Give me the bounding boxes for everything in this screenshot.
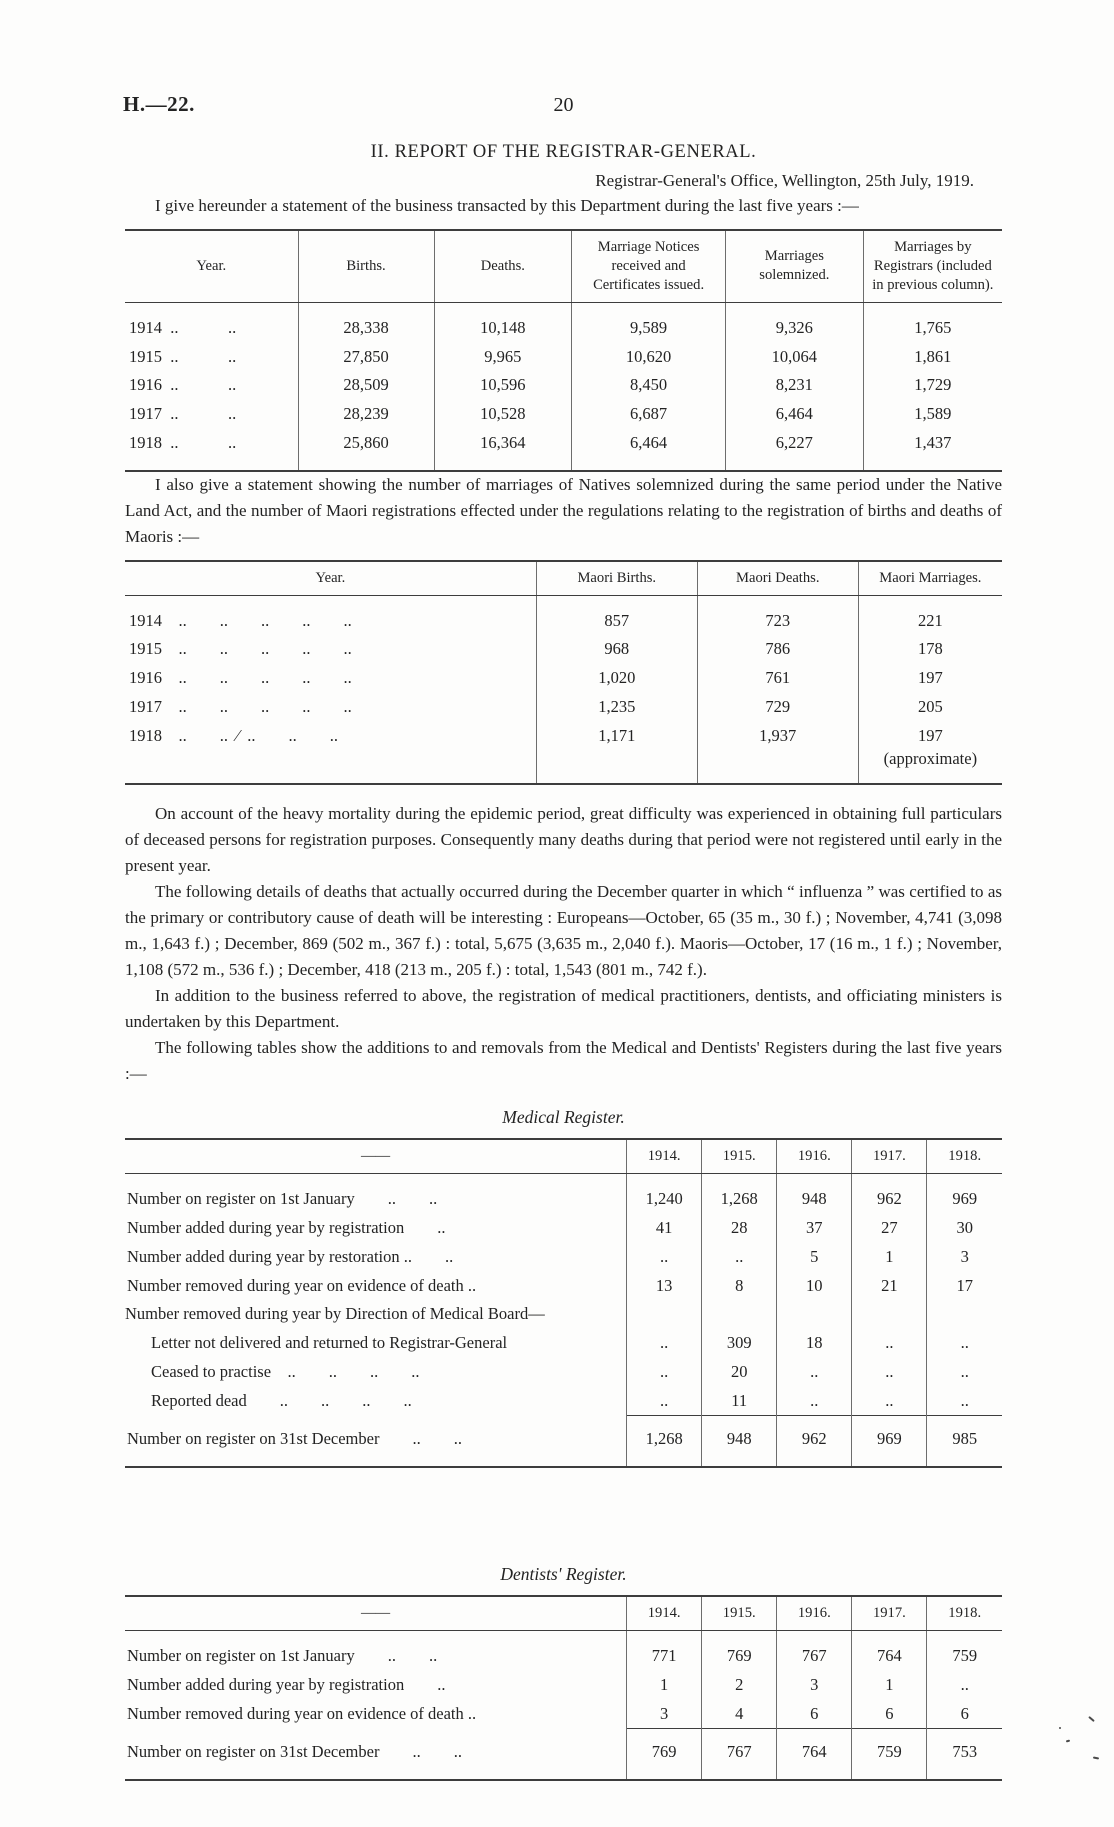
table-cell: 6,227 — [726, 429, 864, 471]
table-cell: 16,364 — [434, 429, 572, 471]
table-cell: 1916 .. .. — [129, 375, 237, 395]
table-cell: 21 — [852, 1272, 927, 1301]
table-cell: 10,064 — [726, 343, 864, 372]
table-cell: 37 — [777, 1214, 852, 1243]
ink-speck — [1088, 1716, 1095, 1722]
table-cell: 10,528 — [434, 400, 572, 429]
page-number: 20 — [553, 94, 574, 116]
maori-intro-paragraph: I also give a statement showing the number of marriages of Natives solemnized during the same period under the Native Land Act, and the number of Maori registrations effected under the regulations relating to the registration of births and deaths of Maoris :— — [125, 474, 1002, 546]
dentists-register-table — [125, 1595, 1002, 1781]
table-cell: Number added during year by registration .. — [127, 1674, 446, 1694]
column-header: 1915. — [702, 1139, 777, 1173]
table-cell: 1915 .. .. .. .. .. — [129, 639, 352, 659]
table-cell: 10 — [777, 1272, 852, 1301]
table-cell: 753 — [927, 1729, 1002, 1780]
table-cell: 41 — [627, 1214, 702, 1243]
table-row — [125, 343, 1002, 372]
table-row — [125, 302, 1002, 342]
table-row — [125, 1387, 1002, 1416]
table-cell: 197 — [858, 664, 1002, 693]
table-cell: Number on register on 31st December .. .. — [127, 1428, 462, 1448]
table-cell: .. — [927, 1358, 1002, 1387]
table-cell: 764 — [852, 1631, 927, 1671]
column-header: Maori Marriages. — [858, 561, 1002, 595]
table-cell: 9,965 — [434, 343, 572, 372]
table-cell: 6 — [852, 1700, 927, 1729]
table-cell: .. — [927, 1329, 1002, 1358]
table-cell: 1918 .. .. ⁄ .. .. .. — [129, 725, 339, 745]
table-cell — [627, 1300, 702, 1329]
table-cell: 17 — [927, 1272, 1002, 1301]
table-cell: 1,437 — [863, 429, 1002, 471]
dateline: Registrar-General's Office, Wellington, 25th July, 1919. — [595, 171, 974, 190]
column-header: 1916. — [777, 1596, 852, 1630]
ink-speck — [1093, 1756, 1099, 1759]
table-cell: 948 — [702, 1416, 777, 1467]
table-cell: 857 — [536, 595, 697, 635]
table-cell: 759 — [852, 1729, 927, 1780]
table-cell: Number removed during year on evidence of death .. — [127, 1275, 477, 1295]
table-cell: 6 — [777, 1700, 852, 1729]
table-cell: 27,850 — [298, 343, 434, 372]
table-cell: 8 — [702, 1272, 777, 1301]
table-cell: 221 — [858, 595, 1002, 635]
table-cell: 759 — [927, 1631, 1002, 1671]
table-cell: .. — [627, 1358, 702, 1387]
table-cell: 8,231 — [726, 371, 864, 400]
table-cell: .. — [627, 1329, 702, 1358]
column-header: Marriages by Registrars (included in previous column). — [863, 230, 1002, 302]
table-cell: 9,326 — [726, 302, 864, 342]
table-cell: 962 — [777, 1416, 852, 1467]
table-cell: 723 — [697, 595, 858, 635]
table-cell: 13 — [627, 1272, 702, 1301]
table-cell: (approximate) — [858, 750, 1002, 784]
medical-register-table — [125, 1138, 1002, 1468]
table-cell: 1,171 — [536, 722, 697, 751]
table-cell: 1,729 — [863, 371, 1002, 400]
table-cell: 1,240 — [627, 1174, 702, 1214]
table-cell: 6,464 — [572, 429, 726, 471]
table-cell: .. — [852, 1387, 927, 1416]
page-header — [125, 92, 1002, 122]
table-row — [125, 1329, 1002, 1358]
table-cell: .. — [777, 1358, 852, 1387]
table-cell: 8,450 — [572, 371, 726, 400]
table-cell: .. — [927, 1387, 1002, 1416]
table-cell: 4 — [702, 1700, 777, 1729]
column-header: Maori Births. — [536, 561, 697, 595]
column-header: 1917. — [852, 1139, 927, 1173]
table-cell: Ceased to practise .. .. .. .. — [151, 1361, 420, 1381]
table-row — [125, 693, 1002, 722]
table-cell: Number added during year by registration .. — [127, 1218, 446, 1238]
table-cell: Number removed during year on evidence of death .. — [127, 1703, 477, 1723]
table-cell: 6 — [927, 1700, 1002, 1729]
table-cell: 1917 .. .. .. .. .. — [129, 696, 352, 716]
table-cell: 28,239 — [298, 400, 434, 429]
table-row — [125, 750, 1002, 784]
table-cell: 769 — [627, 1729, 702, 1780]
table-row — [125, 1416, 1002, 1467]
table-cell: 969 — [852, 1416, 927, 1467]
table-cell: 3 — [627, 1700, 702, 1729]
table-cell: 1,268 — [702, 1174, 777, 1214]
table-cell: 25,860 — [298, 429, 434, 471]
table-row — [125, 1631, 1002, 1671]
table-cell: 28,509 — [298, 371, 434, 400]
table-row — [125, 371, 1002, 400]
table-cell: Number on register on 1st January .. .. — [127, 1189, 438, 1209]
column-header: Year. — [125, 230, 298, 302]
table-row — [125, 429, 1002, 471]
table-cell: 5 — [777, 1243, 852, 1272]
table-cell: Number on register on 1st January .. .. — [127, 1646, 438, 1666]
maori-registrations-table — [125, 560, 1002, 786]
table-header-row — [125, 561, 1002, 595]
table-cell — [927, 1300, 1002, 1329]
table-cell: 769 — [702, 1631, 777, 1671]
tables-intro-paragraph: The following tables show the additions to and removals from the Medical and Dentists' Registers during the last five years :— — [125, 1038, 1002, 1084]
table-cell: 9,589 — [572, 302, 726, 342]
table-cell: 1,937 — [697, 722, 858, 751]
table-row — [125, 1243, 1002, 1272]
column-header: Year. — [125, 561, 536, 595]
table-row — [125, 400, 1002, 429]
column-header: Deaths. — [434, 230, 572, 302]
table-cell: .. — [627, 1243, 702, 1272]
table-row — [125, 635, 1002, 664]
table-cell: 30 — [927, 1214, 1002, 1243]
table-cell: 205 — [858, 693, 1002, 722]
table-cell: 962 — [852, 1174, 927, 1214]
table-cell — [702, 1300, 777, 1329]
table-cell — [536, 750, 697, 784]
table-cell: .. — [927, 1671, 1002, 1700]
table-cell: .. — [852, 1329, 927, 1358]
table-cell: 178 — [858, 635, 1002, 664]
table-row — [125, 1214, 1002, 1243]
table-cell: 1,589 — [863, 400, 1002, 429]
column-header: Marriages solemnized. — [726, 230, 864, 302]
column-header: 1914. — [627, 1139, 702, 1173]
table-cell: 10,148 — [434, 302, 572, 342]
table-row — [125, 1300, 1002, 1329]
table-cell: .. — [777, 1387, 852, 1416]
column-header: 1916. — [777, 1139, 852, 1173]
table-cell: 968 — [536, 635, 697, 664]
table-cell: Number on register on 31st December .. .. — [127, 1741, 462, 1761]
table-row — [125, 1671, 1002, 1700]
table-cell: 1915 .. .. — [129, 346, 237, 366]
table-cell: 1 — [852, 1243, 927, 1272]
table-cell: 761 — [697, 664, 858, 693]
table-cell: Number removed during year by Direction of Medical Board— — [125, 1304, 545, 1324]
table-cell: 1,235 — [536, 693, 697, 722]
vital-statistics-table — [125, 229, 1002, 472]
table-cell: 1918 .. .. — [129, 432, 237, 452]
table-cell — [777, 1300, 852, 1329]
report-title: II. REPORT OF THE REGISTRAR-GENERAL. — [370, 142, 757, 162]
table-header-row — [125, 230, 1002, 302]
column-header: —— — [125, 1596, 627, 1630]
table-cell — [852, 1300, 927, 1329]
table-cell: 3 — [777, 1671, 852, 1700]
table-cell: 28,338 — [298, 302, 434, 342]
table-cell: 6,464 — [726, 400, 864, 429]
table-cell: 309 — [702, 1329, 777, 1358]
table-cell: 1,268 — [627, 1416, 702, 1467]
table-cell: 6,687 — [572, 400, 726, 429]
table-header-row — [125, 1596, 1002, 1630]
table-row — [125, 664, 1002, 693]
medical-register-title: Medical Register. — [502, 1107, 625, 1128]
table-cell: 2 — [702, 1671, 777, 1700]
table-cell: 28 — [702, 1214, 777, 1243]
table-cell: 18 — [777, 1329, 852, 1358]
table-cell: 948 — [777, 1174, 852, 1214]
column-header: 1914. — [627, 1596, 702, 1630]
table-cell — [125, 750, 536, 784]
table-cell: 1914 .. .. .. .. .. — [129, 610, 352, 630]
table-cell: 985 — [927, 1416, 1002, 1467]
table-row — [125, 1174, 1002, 1214]
table-row — [125, 722, 1002, 751]
table-cell: Number added during year by restoration .. .. — [127, 1246, 454, 1266]
table-cell: 1917 .. .. — [129, 404, 237, 424]
column-header: Maori Deaths. — [697, 561, 858, 595]
table-cell: Reported dead .. .. .. .. — [151, 1390, 412, 1410]
column-header: 1915. — [702, 1596, 777, 1630]
table-cell: 1,020 — [536, 664, 697, 693]
table-row — [125, 1272, 1002, 1301]
additional-business-paragraph: In addition to the business referred to above, the registration of medical practitioners, dentists, and officiating ministers is undertaken by this Department. — [125, 986, 1002, 1032]
ink-speck — [1059, 1727, 1061, 1729]
column-header: 1918. — [927, 1139, 1002, 1173]
table-row — [125, 1358, 1002, 1387]
ink-speck — [1066, 1740, 1070, 1743]
dentists-register-title: Dentists' Register. — [500, 1564, 627, 1585]
table-cell — [697, 750, 858, 784]
table-cell: 767 — [777, 1631, 852, 1671]
table-cell: 1,861 — [863, 343, 1002, 372]
table-cell: .. — [702, 1243, 777, 1272]
table-cell: 3 — [927, 1243, 1002, 1272]
table-cell: 11 — [702, 1387, 777, 1416]
table-row — [125, 595, 1002, 635]
table-cell: Letter not delivered and returned to Registrar-General — [151, 1333, 508, 1353]
table-cell: 1914 .. .. — [129, 317, 237, 337]
table-cell: 786 — [697, 635, 858, 664]
column-header: 1918. — [927, 1596, 1002, 1630]
page-content — [125, 92, 1002, 1781]
document-reference: H.—22. — [123, 92, 195, 116]
table-cell: 771 — [627, 1631, 702, 1671]
table-cell: 10,620 — [572, 343, 726, 372]
intro-paragraph: I give hereunder a statement of the business transacted by this Department during the last five years :— — [155, 196, 859, 215]
column-header: 1917. — [852, 1596, 927, 1630]
table-cell: 764 — [777, 1729, 852, 1780]
table-cell: 27 — [852, 1214, 927, 1243]
column-header: Marriage Notices received and Certificates issued. — [572, 230, 726, 302]
table-cell: .. — [627, 1387, 702, 1416]
table-cell: 969 — [927, 1174, 1002, 1214]
table-cell: 20 — [702, 1358, 777, 1387]
table-cell: 197 — [858, 722, 1002, 751]
table-cell: 729 — [697, 693, 858, 722]
discussion-paragraphs — [125, 801, 1002, 1087]
table-row — [125, 1700, 1002, 1729]
table-cell: 1,765 — [863, 302, 1002, 342]
mortality-paragraph: On account of the heavy mortality during the epidemic period, great difficulty was experienced in obtaining full particulars of deceased persons for registration purposes. Consequently many deaths during that period were not registered until early in the present year. — [125, 804, 1002, 876]
column-header: Births. — [298, 230, 434, 302]
column-header: —— — [125, 1139, 627, 1173]
table-cell: 767 — [702, 1729, 777, 1780]
table-header-row — [125, 1139, 1002, 1173]
table-cell: .. — [852, 1358, 927, 1387]
table-row — [125, 1729, 1002, 1780]
table-cell: 1916 .. .. .. .. .. — [129, 668, 352, 688]
table-cell: 1 — [627, 1671, 702, 1700]
influenza-paragraph: The following details of deaths that actually occurred during the December quarter in which “ influenza ” was certified to as the primary or contributory cause of death will be interesting : Europeans—October, 65 (35 m., 30 f.) ; November, 4,741 (3,098 m., 1,643 f.) ; December, 869 (502 m., 367 f.) : total, 5,675 (3,635 m., 2,040 f.). Maoris—October, 17 (16 m., 1 f.) ; November, 1,108 (572 m., 536 f.) ; December, 418 (213 m., 205 f.) : total, 1,543 (801 m., 742 f.). — [125, 882, 1002, 980]
table-cell: 10,596 — [434, 371, 572, 400]
table-cell: 1 — [852, 1671, 927, 1700]
